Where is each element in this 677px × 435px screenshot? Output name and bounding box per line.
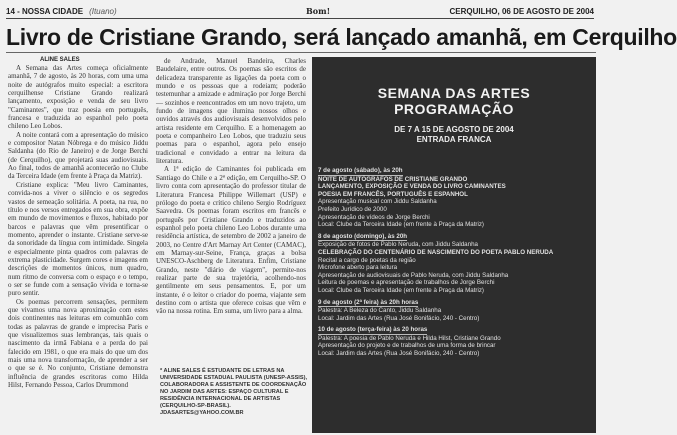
paragraph: Os poemas percorrem sensações, permitem que vivamos uma nova aproximação com estes dois continentes nas leituras em comunhão com todas as palavras de grande e imprecisa Paris e que visualizemos suas lembranças, tais quais o nascimento da irmã Fabiana e a perda do pai falecido em 1981, o que era mais do que um dos mais uma nova transformação, de aprender a ser o que se é. No conjunto, Cristiane demonstra influência de grandes escritoras como Hilda Hilst, Fernando Pessoa, Carlos Drummond <box>8 297 148 390</box>
program-dates-line: DE 7 A 15 DE AGOSTO DE 2004 <box>394 125 514 134</box>
event-line: LANÇAMENTO, EXPOSIÇÃO E VENDA DO LIVRO CAMINANTES <box>318 183 506 191</box>
author-bio: * ALINE SALES É ESTUDANTE DE LETRAS NA UNIVERSIDADE ESTADUAL PAULISTA (UNESP-ASSIS), COLABORADORA E ASSISTENTE DE COORDENAÇÃO NO JARDIM DAS ARTES: ESPAÇO CULTURAL E RESIDÊNCIA INTERNACIONAL DE ARTISTAS (CERQUILHO-SP-BRASIL). JDASARTES@YAHOO.COM.BR <box>160 368 308 416</box>
event-date: 7 de agosto (sábado), às 20h <box>318 167 403 174</box>
paragraph: A 1ª edição de Caminantes foi publicada em Santiago do Chile e a 2ª edição, em Cerquilho-SP. O livro conta com apresentação do professor titular de Literatura Francesa Philippe Willemart (USP) e prólogo do poeta e crítico chileno Sergio Rodríguez Saavedra. Os poemas foram escritos em francês e português por Cristiane Grando e traduzidos ao espanhol pelo poeta chileno Leo Lobos durante uma residência artística, de setembro de 2002 a janeiro de 2003, no Centre d'Art Marnay Art Center (CAMAC), em Marnay-sur-Seine, França, graças a bolsa UNESCO-Aschberg de Literatura. Enfim, Cristiane Grando, neste "diário de viagem", permite-nos realizar parte de sua trajetória, acolhendo-nos gentilmente em seus pensamentos. E, por um instante, é o leitor o criador do poema, viajante sem destino com o artista que oferece coisas que vêm e vão na nossa rotina. Em suma, um livro para a alma. <box>156 165 306 316</box>
program-title <box>312 85 596 117</box>
event-item <box>318 233 590 295</box>
article-column-1 <box>8 64 148 430</box>
event-line: Local: Jardim das Artes (Rua José Bonifácio, 240 - Centro) <box>318 350 480 358</box>
header-center-mark: Bom! <box>306 6 331 16</box>
program-box <box>312 57 596 433</box>
event-date: 10 de agosto (terça-feira) às 20 horas <box>318 326 428 334</box>
event-item <box>318 326 590 357</box>
event-line: Recital a cargo de poetas da região <box>318 256 416 264</box>
event-line: Palestra: A poesia de Pablo Neruda e Hilda Hilst, Cristiane Grando <box>318 334 501 342</box>
page-header <box>6 4 594 19</box>
header-date: CERQUILHO, 06 DE AGOSTO DE 2004 <box>449 6 594 16</box>
program-entry-line: ENTRADA FRANCA <box>416 135 492 144</box>
event-line: Apresentação musical com Jiddu Saldanha <box>318 198 437 206</box>
event-item <box>318 167 590 229</box>
event-line: NOITE DE AUTÓGRAFOS DE CRISTIANE GRANDO <box>318 175 468 183</box>
section-label: 14 - NOSSA CIDADE <box>6 6 84 16</box>
event-line: POESIA EM FRANCÊS, PORTUGUÊS E ESPANHOL <box>318 190 468 198</box>
event-item <box>318 299 590 323</box>
handwritten-note: (Ituano) <box>89 6 117 16</box>
paragraph: A noite contará com a apresentação do músico e compositor Natan Nóbrega e do músico Jiddu Saldanha (do Rio de Janeiro) e de Jorge Berchi (de Cerquilho), que projetará suas audiovisuais. Ao final, todos de amanhã acontecerão no Clube da Terceira Idade (em frente à Praça da Matriz). <box>8 130 148 181</box>
event-line: Leitura de poemas e apresentação de trabalhos de Jorge Berchi <box>318 279 495 287</box>
event-line: Exposição de fotos de Pablo Neruda, com Jiddu Saldanha <box>318 241 478 249</box>
event-line: Palestra: A Beleza do Canto, Jiddu Saldanha <box>318 307 442 315</box>
paragraph: de Andrade, Manuel Bandeira, Charles Baudelaire, entre outros. Os poemas são escritos de delicadeza transparente as ligações da poeta com o mundo e os pessoas que a rodeiam; poderão testemunhar a amizade e admiração por Jorge Berchi — sozinhos e reencontrados em um novo trajeto, um fundo de imagens que ilumina nossos olhos e ouvidos através dos audiovisuais desenvolvidos pelo artista residente em Cerquilho. E a homenagem ao poeta e companheiro Leo Lobos, que traduziu seus poemas para o espanhol, agora pelo ensejo tradicional e convidado a entrar na leitura da literatura. <box>156 57 306 166</box>
article-headline: Livro de Cristiane Grando, será lançado amanhã, em Cerquilho <box>6 22 596 53</box>
event-line: Apresentação do projeto e de trabalhos de uma forma de brincar <box>318 342 496 350</box>
paragraph: A Semana das Artes começa oficialmente amanhã, 7 de agosto, às 20 horas, com uma uma noite de autógrafos muito especial: a escritora cerquilhense Cristiane Grando realizará lançamento, exposição e venda de seu livro "Caminantes", que traz poesia em português, francesa e traduzida ao espanhol pelo poeta chileno Leo Lobos. <box>8 64 148 131</box>
event-line: Local: Clube da Terceira Idade (em frente à Praça da Matriz) <box>318 286 484 294</box>
article-byline: ALINE SALES <box>40 57 80 63</box>
event-line: Microfone aberto para leitura <box>318 264 398 272</box>
event-list <box>318 167 590 362</box>
paragraph: Cristiane explica: "Meu livro Caminantes, convida-nos a viver o silêncio e os segredos vastos de semeação solitária. A poeta, na rua, no título e nos versos entregados em sua obra, expõe em mundo de movimentos e fluxos, habitado por barcos e palavras que vêm presentificar o momento, aprender o instante. Cristiane serve-se da sonoridade da língua com intimidade. Singela e especialmente pinta quadros com palavras de extrema plasticidade. Surgem cores e imagens em descrições de momentos únicos, num quadro, num ritmo de conversa com o espaço e o tempo, o ser se funde com a sensação vivida e torna-se puro sentir. <box>8 180 148 298</box>
event-line: Prefeito Jurídico de 2000 <box>318 205 387 213</box>
event-line: Apresentação de audiovisuais de Pablo Neruda, com Jiddu Saldanha <box>318 271 509 279</box>
event-date: 8 de agosto (domingo), às 20h <box>318 232 408 240</box>
event-line: Local: Jardim das Artes (Rua José Bonifácio, 240 - Centro) <box>318 314 480 322</box>
article-column-2 <box>156 57 306 357</box>
event-line: Apresentação de vídeos de Jorge Berchi <box>318 213 430 221</box>
program-dates <box>312 125 596 145</box>
program-title-line: SEMANA DAS ARTES <box>377 85 531 101</box>
event-line: Local: Clube da Terceira Idade (em frente à Praça da Matriz) <box>318 221 484 229</box>
event-line: CELEBRAÇÃO DO CENTENÁRIO DE NASCIMENTO DO POETA PABLO NERUDA <box>318 248 554 256</box>
event-date: 9 de agosto (2ª feira) às 20h horas <box>318 298 419 306</box>
program-title-line: PROGRAMAÇÃO <box>394 101 514 117</box>
